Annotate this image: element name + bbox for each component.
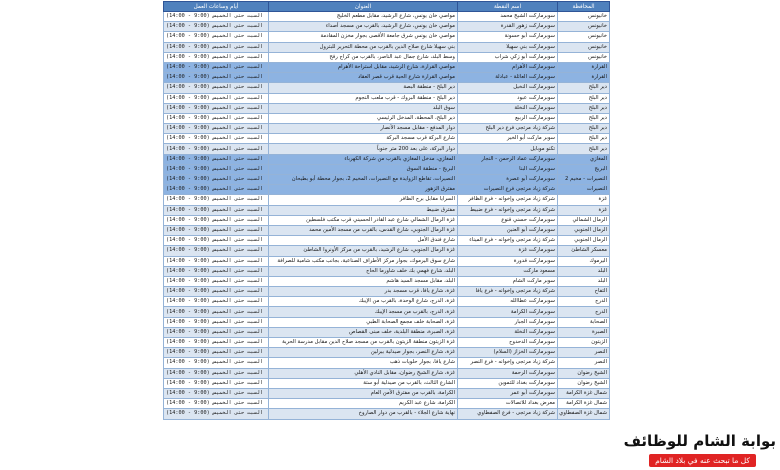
hours-cell: السبت حتى الخميس (9:00 - 14:00) (164, 185, 269, 195)
point-name-cell: سوبرماركت النخلة (458, 103, 558, 113)
table-row (164, 327, 610, 337)
site-logo (620, 430, 780, 470)
table-row (164, 175, 610, 185)
hours-cell: السبت حتى الخميس (9:00 - 14:00) (164, 368, 269, 378)
governorate-cell: البريج (558, 164, 610, 174)
table-row (164, 154, 610, 164)
table-row (164, 246, 610, 256)
address-cell: مواصي خان يونس، شارع الرشيد، بالقرب من مسجد أصداء (269, 22, 458, 32)
address-cell: النصيرات، تقاطع الزوايدة مع النصيرات، المخيم 2، بجوار محطة أبو بطيحان (269, 175, 458, 185)
governorate-cell: غزة (558, 205, 610, 215)
table-row (164, 297, 610, 307)
address-cell: دير البلح، المحطة، المدخل الرئيسي (269, 113, 458, 123)
address-cell: مواصي خان يونس شرق جامعة الأقصى بجوار مخزن المقادمة (269, 32, 458, 42)
hours-cell: السبت حتى الخميس (9:00 - 14:00) (164, 338, 269, 348)
hours-cell: السبت حتى الخميس (9:00 - 14:00) (164, 307, 269, 317)
hours-cell: السبت حتى الخميس (9:00 - 14:00) (164, 378, 269, 388)
point-name-cell: سوبرماركت عبود (458, 93, 558, 103)
governorate-cell: خانيونس (558, 32, 610, 42)
table-row (164, 134, 610, 144)
header-hours: أيام وساعات العمل (164, 2, 269, 12)
address-cell: مواصي القرارة شارع الحية قرب قصر العقاد (269, 73, 458, 83)
governorate-cell: الزيتون (558, 338, 610, 348)
table-row (164, 287, 610, 297)
address-cell: غزة، الدرج، بالقرب من مسجد الإيبك (269, 307, 458, 317)
point-name-cell: تكنو موبايل (458, 144, 558, 154)
hours-cell: السبت حتى الخميس (9:00 - 14:00) (164, 164, 269, 174)
table-body (164, 12, 610, 420)
point-name-cell: سوبرماركت الدحدوح (458, 338, 558, 348)
hours-cell: السبت حتى الخميس (9:00 - 14:00) (164, 287, 269, 297)
hours-cell: السبت حتى الخميس (9:00 - 14:00) (164, 256, 269, 266)
address-cell: غزة الرمال الجنوبي، شارع الرشيد، بالقرب من مركز الأونروا الشاطئ (269, 246, 458, 256)
governorate-cell: الرمال الجنوبي (558, 225, 610, 235)
address-cell: مواصي خان يونس، شارع الرشيد، مقابل مطعم الخليج (269, 12, 458, 22)
address-cell: مفترق ضبيط (269, 205, 458, 215)
address-cell: غزة الرمال الشمالي شارع عبد القادر الحسيني قرب مكتب فلسطين (269, 215, 458, 225)
point-name-cell: شركة زياد مرتجى فرع دير البلح (458, 124, 558, 134)
hours-cell: السبت حتى الخميس (9:00 - 14:00) (164, 409, 269, 419)
point-name-cell: شركة زياد مرتجى وإخوانه - فرع ضبيط (458, 205, 558, 215)
table-row (164, 225, 610, 235)
address-cell: مفترق الزهور (269, 185, 458, 195)
point-name-cell: سوبرماركت الشيخ محمد (458, 12, 558, 22)
point-name-cell: شركة زياد مرتجى فرع النصيرات (458, 185, 558, 195)
table-row (164, 52, 610, 62)
table-row (164, 22, 610, 32)
point-name-cell: سوبرماركت الجبار (458, 317, 558, 327)
table-row (164, 32, 610, 42)
address-cell: السرايا مقابل برج الظافر (269, 195, 458, 205)
point-name-cell: سوبرماركت النخلة (458, 327, 558, 337)
table-row (164, 409, 610, 419)
hours-cell: السبت حتى الخميس (9:00 - 14:00) (164, 317, 269, 327)
hours-cell: السبت حتى الخميس (9:00 - 14:00) (164, 399, 269, 409)
governorate-cell: اليرموك (558, 256, 610, 266)
hours-cell: السبت حتى الخميس (9:00 - 14:00) (164, 42, 269, 52)
hours-cell: السبت حتى الخميس (9:00 - 14:00) (164, 154, 269, 164)
point-name-cell: سوبر ماركت أبو الخير (458, 134, 558, 144)
hours-cell: السبت حتى الخميس (9:00 - 14:00) (164, 266, 269, 276)
table-row (164, 185, 610, 195)
address-cell: البلد، شارع فهمي بك خلف شاورما الحاج (269, 266, 458, 276)
table-row (164, 399, 610, 409)
table-row (164, 378, 610, 388)
table-row (164, 73, 610, 83)
hours-cell: السبت حتى الخميس (9:00 - 14:00) (164, 175, 269, 185)
logo-title: بوابة الشام للوظائف (623, 432, 776, 450)
governorate-cell: دير البلح (558, 93, 610, 103)
point-name-cell: سوبرماركت أبو عصرة (458, 175, 558, 185)
governorate-cell: المغازي (558, 154, 610, 164)
address-cell: غزة الزيتون منطقة الزيتون بالقرب من مسجد صلاح الدين مقابل مدرسة الحرية (269, 338, 458, 348)
hours-cell: السبت حتى الخميس (9:00 - 14:00) (164, 62, 269, 72)
table-row (164, 388, 610, 398)
address-cell: المغازي، مدخل المغازي بالقرب من شركة الكهرباء (269, 154, 458, 164)
governorate-cell: معسكر الشاطئ (558, 246, 610, 256)
point-name-cell: سوبرماركت بني سهيلا (458, 42, 558, 52)
governorate-cell: الصبرة (558, 327, 610, 337)
governorate-cell: الشيخ رضوان (558, 368, 610, 378)
governorate-cell: الرمال الشمالي (558, 215, 610, 225)
table-row (164, 144, 610, 154)
address-cell: نهاية شارع الجلاء - بالقرب من دوار الصاروخ (269, 409, 458, 419)
governorate-cell: دير البلح (558, 103, 610, 113)
hours-cell: السبت حتى الخميس (9:00 - 14:00) (164, 32, 269, 42)
governorate-cell: شمال غزة الصفطاوي (558, 409, 610, 419)
address-cell: غزة، الدرج، شارع الوحدة، بالقرب من الإيبك (269, 297, 458, 307)
address-cell: دير البلح - منطقة البروك - قرب ملعب النجوم (269, 93, 458, 103)
governorate-cell: النصر (558, 348, 610, 358)
address-cell: شارع يافا، بجوار حلويات ذهب (269, 358, 458, 368)
hours-cell: السبت حتى الخميس (9:00 - 14:00) (164, 225, 269, 235)
hours-cell: السبت حتى الخميس (9:00 - 14:00) (164, 124, 269, 134)
address-cell: دوار المدفع - مقابل مسجد الأنصار (269, 124, 458, 134)
governorate-cell: خانيونس (558, 22, 610, 32)
point-name-cell: مسعود ماركت (458, 266, 558, 276)
point-name-cell: سوبرماركت النخيل (458, 83, 558, 93)
header-address: العنوان (269, 2, 458, 12)
header-governorate: المحافظة (558, 2, 610, 12)
hours-cell: السبت حتى الخميس (9:00 - 14:00) (164, 215, 269, 225)
address-cell: وسط البلد، شارع جمال عبد الناصر، بالقرب من كراج رفح (269, 52, 458, 62)
header-point-name: اسم النقطة (458, 2, 558, 12)
hours-cell: السبت حتى الخميس (9:00 - 14:00) (164, 134, 269, 144)
table-row (164, 164, 610, 174)
hours-cell: السبت حتى الخميس (9:00 - 14:00) (164, 327, 269, 337)
point-name-cell: سوبرماركت أبو عمر (458, 388, 558, 398)
points-table (163, 1, 610, 420)
table-row (164, 236, 610, 246)
point-name-cell: سوبرماركت حسني قنوع (458, 215, 558, 225)
governorate-cell: دير البلح (558, 134, 610, 144)
governorate-cell: البلد (558, 266, 610, 276)
table-row (164, 307, 610, 317)
hours-cell: السبت حتى الخميس (9:00 - 14:00) (164, 93, 269, 103)
hours-cell: السبت حتى الخميس (9:00 - 14:00) (164, 297, 269, 307)
address-cell: الشارع الثالث، بالقرب من صيدلية أبو ستة (269, 378, 458, 388)
point-name-cell: شركة زياد مرتجى وإخوانه - فرع يافا (458, 287, 558, 297)
table-row (164, 42, 610, 52)
point-name-cell: سوبرماركت أبو حسونة (458, 32, 558, 42)
table-row (164, 276, 610, 286)
governorate-cell: الشيخ رضوان (558, 378, 610, 388)
governorate-cell: القرارة (558, 62, 610, 72)
governorate-cell: غزة (558, 195, 610, 205)
point-name-cell: سوبرماركت العائلة - عبادلة (458, 73, 558, 83)
address-cell: غزة، الصبرة، منطقة البلدية، خلف مبنى القصاص (269, 327, 458, 337)
address-cell: غزة الرمال الجنوبي، شارع القدس، بالقرب من مسجد الأمين محمد (269, 225, 458, 235)
points-table-container (163, 1, 609, 420)
table-header-row (164, 2, 610, 12)
point-name-cell: سوبرماركت قدورة (458, 256, 558, 266)
address-cell: البلد، مقابل مسجد السيد هاشم (269, 276, 458, 286)
governorate-cell: شمال غزة الكرامة (558, 399, 610, 409)
point-name-cell: سوبرماركت أبو العنين (458, 225, 558, 235)
hours-cell: السبت حتى الخميس (9:00 - 14:00) (164, 348, 269, 358)
table-row (164, 93, 610, 103)
governorate-cell: النصر (558, 358, 610, 368)
governorate-cell: دير البلح (558, 83, 610, 93)
point-name-cell: سوبرماركت غزة (458, 246, 558, 256)
address-cell: غزة، الصحابة خلف مجمع الصحابة الطبي (269, 317, 458, 327)
point-name-cell: سوبرماركت البنا (458, 164, 558, 174)
table-row (164, 266, 610, 276)
hours-cell: السبت حتى الخميس (9:00 - 14:00) (164, 388, 269, 398)
hours-cell: السبت حتى الخميس (9:00 - 14:00) (164, 52, 269, 62)
point-name-cell: سوبرماركت الخزاز (السلام) (458, 348, 558, 358)
hours-cell: السبت حتى الخميس (9:00 - 14:00) (164, 205, 269, 215)
governorate-cell: البلد (558, 276, 610, 286)
governorate-cell: النصيرات - مخيم 2 (558, 175, 610, 185)
point-name-cell: سوبرماركت الربيع (458, 113, 558, 123)
hours-cell: السبت حتى الخميس (9:00 - 14:00) (164, 276, 269, 286)
address-cell: شارع البركة قرب مسجد البركة (269, 134, 458, 144)
hours-cell: السبت حتى الخميس (9:00 - 14:00) (164, 246, 269, 256)
point-name-cell: سوبرماركت الأهرام (458, 62, 558, 72)
table-row (164, 205, 610, 215)
governorate-cell: الدرج (558, 307, 610, 317)
address-cell: البريج - منطقة السوق (269, 164, 458, 174)
point-name-cell: شركة زياد مرتجى - فرع الصفطاوي (458, 409, 558, 419)
address-cell: غزة، شارع الشيخ رضوان، مقابل النادي الأهلي (269, 368, 458, 378)
governorate-cell: دير البلح (558, 124, 610, 134)
table-row (164, 83, 610, 93)
address-cell: شارع فندق الأمل (269, 236, 458, 246)
address-cell: مواصي القرارة، شارع الرشيد، مقابل استراحة الأهرام (269, 62, 458, 72)
address-cell: دير البلح - منطقة البصة (269, 83, 458, 93)
address-cell: بني سهيلا شارع صلاح الدين بالقرب من محطة التحرير للبترول (269, 42, 458, 52)
address-cell: غزة، شارع يافا، قرب مسجد بدر (269, 287, 458, 297)
table-row (164, 195, 610, 205)
table-row (164, 256, 610, 266)
hours-cell: السبت حتى الخميس (9:00 - 14:00) (164, 113, 269, 123)
point-name-cell: شركة زياد مرتجى وإخوانه - فرع النصر (458, 358, 558, 368)
hours-cell: السبت حتى الخميس (9:00 - 14:00) (164, 195, 269, 205)
table-row (164, 215, 610, 225)
point-name-cell: معرض بغداد للاتصالات (458, 399, 558, 409)
hours-cell: السبت حتى الخميس (9:00 - 14:00) (164, 358, 269, 368)
hours-cell: السبت حتى الخميس (9:00 - 14:00) (164, 103, 269, 113)
table-row (164, 368, 610, 378)
governorate-cell: النصيرات (558, 185, 610, 195)
table-row (164, 338, 610, 348)
governorate-cell: التفاح (558, 287, 610, 297)
table-row (164, 113, 610, 123)
table-row (164, 12, 610, 22)
address-cell: الكرامة، بالقرب من مفترق الأمن العام (269, 388, 458, 398)
address-cell: دوار البركة، على بعد 200 متر جنوباً (269, 144, 458, 154)
point-name-cell: شركة زياد مرتجى وإخوانه - فرع الميناء (458, 236, 558, 246)
governorate-cell: الدرج (558, 297, 610, 307)
governorate-cell: خانيونس (558, 12, 610, 22)
address-cell: غزة، شارع النصر، بجوار صيدلية بيرلين (269, 348, 458, 358)
governorate-cell: شمال غزة الكرامة (558, 388, 610, 398)
governorate-cell: دير البلح (558, 144, 610, 154)
logo-subtitle: كل ما تبحث عنه في بلاد الشام (649, 454, 756, 467)
table-row (164, 62, 610, 72)
table-row (164, 317, 610, 327)
hours-cell: السبت حتى الخميس (9:00 - 14:00) (164, 12, 269, 22)
address-cell: سوق البلد (269, 103, 458, 113)
table-row (164, 358, 610, 368)
table-row (164, 124, 610, 134)
point-name-cell: سوبرماركت بغداد للتموين (458, 378, 558, 388)
point-name-cell: سوبرماركت زهور القدرة (458, 22, 558, 32)
governorate-cell: دير البلح (558, 113, 610, 123)
table-row (164, 348, 610, 358)
point-name-cell: سوبرماركت أبو زكي شراب (458, 52, 558, 62)
address-cell: شارع سوق اليرموك، بجوار مركز الأطراف الصناعية، بجانب مكتب شامية للصرافة (269, 256, 458, 266)
point-name-cell: سوبر ماركت الشام (458, 276, 558, 286)
governorate-cell: القرارة (558, 73, 610, 83)
governorate-cell: خانيونس (558, 42, 610, 52)
governorate-cell: الصحابة (558, 317, 610, 327)
address-cell: الكرامة، شارع عبد الكريم (269, 399, 458, 409)
point-name-cell: سوبرماركت عماد الرحمن - النجار (458, 154, 558, 164)
point-name-cell: شركة زياد مرتجى وإخوانه - فرع الظافر (458, 195, 558, 205)
point-name-cell: سوبرماركت عطاالله (458, 297, 558, 307)
governorate-cell: الرمال الجنوبي (558, 236, 610, 246)
point-name-cell: سوبرماركت الكرامة (458, 307, 558, 317)
hours-cell: السبت حتى الخميس (9:00 - 14:00) (164, 83, 269, 93)
hours-cell: السبت حتى الخميس (9:00 - 14:00) (164, 22, 269, 32)
governorate-cell: خانيونس (558, 52, 610, 62)
table-row (164, 103, 610, 113)
hours-cell: السبت حتى الخميس (9:00 - 14:00) (164, 73, 269, 83)
hours-cell: السبت حتى الخميس (9:00 - 14:00) (164, 236, 269, 246)
hours-cell: السبت حتى الخميس (9:00 - 14:00) (164, 144, 269, 154)
point-name-cell: سوبرماركت الرحمة (458, 368, 558, 378)
